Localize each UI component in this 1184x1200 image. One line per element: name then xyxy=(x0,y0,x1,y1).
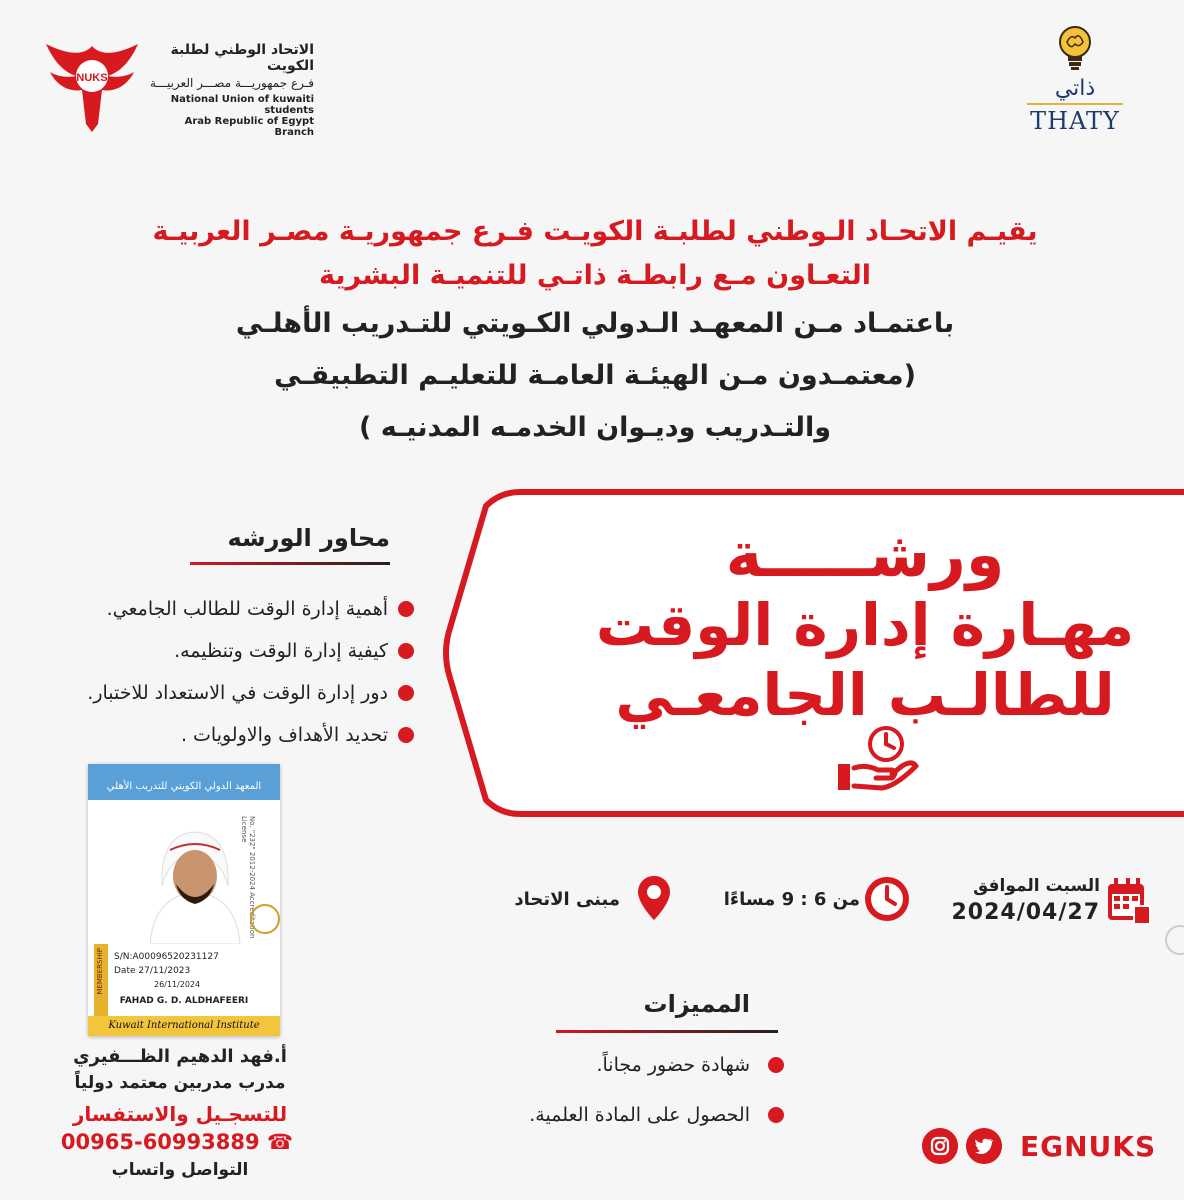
nuks-branch-en: Arab Republic of Egypt Branch xyxy=(184,116,314,138)
institute-seal xyxy=(250,904,280,934)
clock-icon xyxy=(862,874,912,924)
thaty-name-ar: ذاتي xyxy=(1054,76,1096,101)
calendar-icon xyxy=(1104,876,1154,926)
twitter-icon[interactable] xyxy=(966,1128,1002,1164)
trainer-name: أ.فهد الدهيم الظـــفيري xyxy=(73,1046,287,1067)
trainer-photo xyxy=(140,826,250,944)
trainer-title: مدرب مدربين معتمد دولياً xyxy=(74,1073,286,1093)
card-serial: S/N:A00096520231127 xyxy=(114,952,219,962)
list-item: دور إدارة الوقت في الاستعداد للاختبار. xyxy=(20,672,420,714)
card-header: المعهد الدولي الكويتي للتدريب الأهلي xyxy=(88,764,280,800)
intro-line-2: التعـاون مـع رابطـة ذاتـي للتنميـة البشرية xyxy=(319,260,871,291)
time-text: من 6 : 9 مساءًا xyxy=(723,889,860,910)
card-footer: Kuwait International Institute xyxy=(88,1016,280,1036)
list-item: الحصول على المادة العلمية. xyxy=(420,1090,790,1140)
membership-label: MEMBERSHIP xyxy=(96,948,104,995)
intro-block xyxy=(120,210,1070,454)
card-expiry: 26/11/2024 xyxy=(154,980,201,989)
registration-phone-row[interactable] xyxy=(50,1130,310,1154)
thaty-logo xyxy=(1010,24,1140,144)
intro-line-5: والتـدريب وديـوان الخدمـه المدنيـه ) xyxy=(358,412,832,443)
intro-line-1: يقيـم الاتحـاد الـوطني لطلبـة الكويـت فـرع جمهوريـة مصـر العربيـة xyxy=(152,216,1038,247)
nuks-name-ar: الاتحاد الوطني لطلبة الكويت xyxy=(170,42,314,74)
location-pin-icon xyxy=(636,874,672,924)
social-handle[interactable]: EGNUKS xyxy=(1020,1130,1157,1163)
instagram-icon[interactable] xyxy=(922,1128,958,1164)
features-title: المميزات xyxy=(643,990,750,1018)
place-text: مبنى الاتحاد xyxy=(514,889,620,910)
workshop-word: ورشـــــة xyxy=(725,518,1005,591)
nuks-eagle-logo xyxy=(42,38,142,134)
card-holder-name: FAHAD G. D. ALDHAFEERI xyxy=(119,996,249,1006)
features-list xyxy=(420,1040,790,1140)
phone-icon: ☎ xyxy=(259,1130,294,1154)
workshop-title-block xyxy=(560,520,1170,730)
trainer-membership-card xyxy=(88,764,280,1036)
nuks-emblem-text: NUKS xyxy=(76,72,108,84)
intro-line-4: (معتمـدون مـن الهيئـة العامـة للتعليـم التطبيقـي xyxy=(274,360,916,391)
workshop-title-line-1: مهـارة إدارة الوقت xyxy=(595,591,1135,659)
list-item: كيفية إدارة الوقت وتنظيمه. xyxy=(20,630,420,672)
features-title-underline xyxy=(556,1030,778,1033)
lightbulb-brain-icon xyxy=(1055,24,1095,74)
nuks-name-en: National Union of kuwaiti students xyxy=(170,94,314,116)
axes-list xyxy=(20,588,420,756)
workshop-title-line-2: للطالـب الجامعـي xyxy=(615,661,1115,729)
phone-number[interactable]: 00965-60993889 xyxy=(60,1130,260,1154)
nuks-branch-ar: فـرع جمهوريـــة مصـــر العربيـــة xyxy=(149,76,314,90)
registration-label: للتسجـيل والاستفسار xyxy=(72,1102,288,1126)
decorative-dots xyxy=(1162,920,1184,960)
axes-title-underline xyxy=(190,562,390,565)
list-item: شهادة حضور مجاناً. xyxy=(420,1040,790,1090)
whatsapp-contact-label: التواصل واتساب xyxy=(111,1160,249,1180)
axes-title: محاور الورشه xyxy=(227,524,390,552)
thaty-name-en: THATY xyxy=(1030,107,1120,135)
date-label: السبت الموافق xyxy=(973,876,1100,896)
list-item: أهمية إدارة الوقت للطالب الجامعي. xyxy=(20,588,420,630)
card-date: Date 27/11/2023 xyxy=(114,966,191,976)
nuks-name-block xyxy=(144,42,314,138)
accreditation-license: No. "232" 2012-2024 Accreditation License xyxy=(240,816,256,939)
list-item: تحديد الأهداف والاولويات . xyxy=(20,714,420,756)
clock-in-hand-icon xyxy=(836,724,920,794)
date-value: 2024/04/27 xyxy=(951,900,1100,925)
intro-line-3: باعتمـاد مـن المعهـد الـدولي الكـويتي للتـدريب الأهلـي xyxy=(235,308,955,339)
thaty-divider xyxy=(1027,103,1123,105)
